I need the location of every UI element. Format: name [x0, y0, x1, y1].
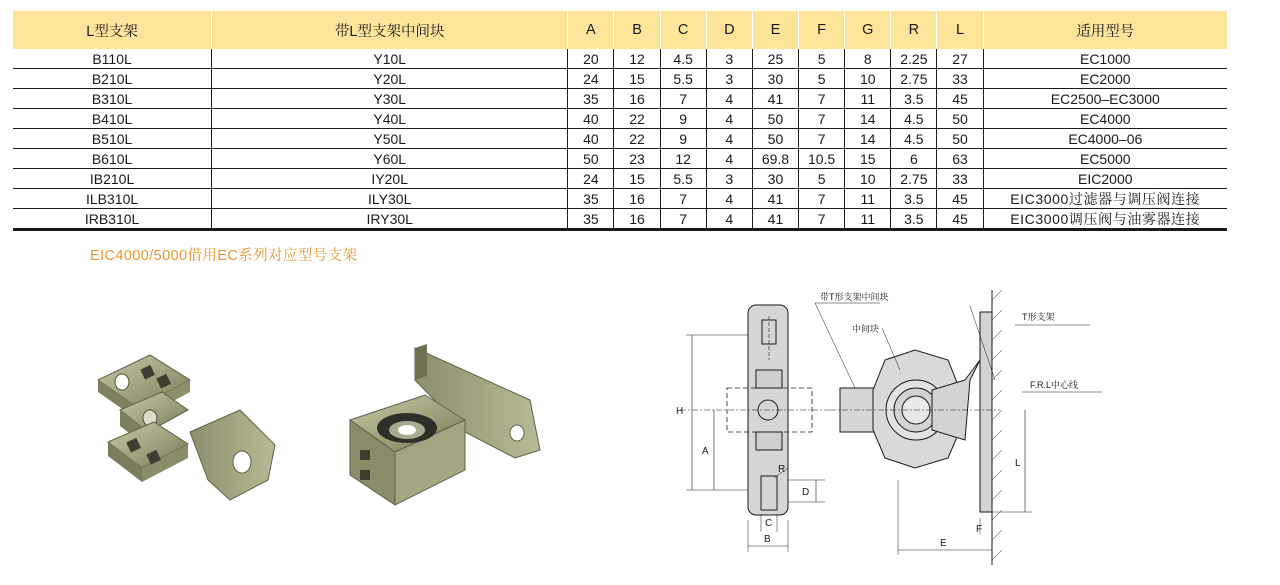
- column-header: 适用型号: [983, 11, 1227, 49]
- table-cell: 33: [937, 69, 983, 89]
- table-cell: IRB310L: [13, 209, 212, 230]
- table-cell: EIC3000调压阀与油雾器连接: [983, 209, 1227, 230]
- table-cell: 69.8: [752, 149, 798, 169]
- table-cell: 7: [660, 209, 706, 230]
- table-cell: 33: [937, 169, 983, 189]
- dim-label-c: C: [765, 518, 773, 529]
- table-cell: B610L: [13, 149, 212, 169]
- table-cell: 16: [614, 189, 660, 209]
- table-cell: EIC3000过滤器与调压阀连接: [983, 189, 1227, 209]
- table-cell: 35: [568, 189, 614, 209]
- spec-table: [13, 11, 1227, 231]
- table-cell: 6: [891, 149, 937, 169]
- label-frl-centerline: F.R.L中心线: [1030, 380, 1079, 390]
- table-cell: 50: [937, 109, 983, 129]
- table-cell: 15: [845, 149, 891, 169]
- table-cell: 16: [614, 209, 660, 230]
- dim-label-l: L: [1015, 458, 1021, 469]
- table-cell: 63: [937, 149, 983, 169]
- label-mid-block: 中间块: [852, 324, 880, 334]
- table-cell: EC1000: [983, 49, 1227, 69]
- table-cell: B310L: [13, 89, 212, 109]
- table-cell: Y10L: [212, 49, 568, 69]
- table-cell: 3.5: [891, 209, 937, 230]
- table-cell: 16: [614, 89, 660, 109]
- bracket-photo-2: [345, 340, 545, 520]
- table-cell: 5: [799, 69, 845, 89]
- table-cell: 11: [845, 209, 891, 230]
- table-cell: 23: [614, 149, 660, 169]
- table-row: [13, 109, 1227, 129]
- table-cell: 14: [845, 129, 891, 149]
- table-cell: Y30L: [212, 89, 568, 109]
- table-cell: 10: [845, 69, 891, 89]
- note-text: EIC4000/5000借用EC系列对应型号支架: [90, 248, 358, 264]
- column-header: C: [660, 11, 706, 49]
- table-cell: EC5000: [983, 149, 1227, 169]
- table-cell: 35: [568, 209, 614, 230]
- column-header: L: [937, 11, 983, 49]
- table-header-row: [13, 11, 1227, 49]
- table-cell: 9: [660, 129, 706, 149]
- table-cell: 4.5: [891, 109, 937, 129]
- column-header: B: [614, 11, 660, 49]
- table-cell: 41: [752, 209, 798, 230]
- table-cell: Y20L: [212, 69, 568, 89]
- table-cell: 4: [706, 189, 752, 209]
- column-header: 带L型支架中间块: [212, 11, 568, 49]
- table-cell: 2.25: [891, 49, 937, 69]
- table-cell: 45: [937, 89, 983, 109]
- table-cell: 4.5: [660, 49, 706, 69]
- table-cell: 27: [937, 49, 983, 69]
- dim-label-r: R: [778, 464, 786, 475]
- table-cell: 35: [568, 89, 614, 109]
- column-header: E: [752, 11, 798, 49]
- table-cell: 15: [614, 169, 660, 189]
- table-cell: 40: [568, 129, 614, 149]
- table-cell: Y50L: [212, 129, 568, 149]
- table-cell: 10.5: [799, 149, 845, 169]
- table-cell: 50: [568, 149, 614, 169]
- table-row: [13, 189, 1227, 209]
- table-cell: 7: [799, 209, 845, 230]
- column-header: F: [799, 11, 845, 49]
- table-cell: 25: [752, 49, 798, 69]
- table-cell: 7: [799, 189, 845, 209]
- table-cell: EIC2000: [983, 169, 1227, 189]
- table-cell: ILB310L: [13, 189, 212, 209]
- table-cell: IY20L: [212, 169, 568, 189]
- table-cell: EC2500–EC3000: [983, 89, 1227, 109]
- table-cell: 3: [706, 169, 752, 189]
- table-row: [13, 89, 1227, 109]
- column-header: D: [706, 11, 752, 49]
- table-cell: 30: [752, 169, 798, 189]
- table-cell: B410L: [13, 109, 212, 129]
- table-cell: 9: [660, 109, 706, 129]
- table-cell: ILY30L: [212, 189, 568, 209]
- table-cell: 4.5: [891, 129, 937, 149]
- table-cell: 7: [799, 89, 845, 109]
- table-cell: 22: [614, 109, 660, 129]
- table-cell: 11: [845, 89, 891, 109]
- table-cell: 3.5: [891, 89, 937, 109]
- table-body: [13, 49, 1227, 230]
- table-cell: 12: [660, 149, 706, 169]
- table-cell: 7: [799, 129, 845, 149]
- table-row: [13, 149, 1227, 169]
- table-cell: 41: [752, 189, 798, 209]
- table-cell: 22: [614, 129, 660, 149]
- table-cell: 50: [752, 109, 798, 129]
- table-cell: 2.75: [891, 69, 937, 89]
- table-cell: 30: [752, 69, 798, 89]
- table-cell: 5: [799, 169, 845, 189]
- dim-label-h: H: [676, 406, 684, 417]
- column-header: G: [845, 11, 891, 49]
- table-cell: B210L: [13, 69, 212, 89]
- table-cell: IRY30L: [212, 209, 568, 230]
- table-cell: 8: [845, 49, 891, 69]
- table-cell: 3: [706, 49, 752, 69]
- table-cell: 7: [660, 189, 706, 209]
- table-cell: EC4000: [983, 109, 1227, 129]
- label-mid-block-with-bracket: 带T形支架中间块: [820, 292, 889, 302]
- table-row: [13, 209, 1227, 230]
- table-cell: 3.5: [891, 189, 937, 209]
- table-cell: 2.75: [891, 169, 937, 189]
- table-cell: 5.5: [660, 69, 706, 89]
- table-cell: 24: [568, 69, 614, 89]
- dim-label-a: A: [702, 446, 709, 457]
- table-cell: 5: [799, 49, 845, 69]
- label-t-bracket: T形支架: [1022, 312, 1055, 322]
- table-row: [13, 49, 1227, 69]
- dim-label-f: F: [976, 524, 983, 535]
- table-cell: 50: [752, 129, 798, 149]
- table-cell: 45: [937, 189, 983, 209]
- table-row: [13, 69, 1227, 89]
- dim-label-b: B: [764, 534, 771, 545]
- table-cell: 4: [706, 209, 752, 230]
- column-header: L型支架: [13, 11, 212, 49]
- table-cell: 41: [752, 89, 798, 109]
- table-cell: 50: [937, 129, 983, 149]
- table-cell: 20: [568, 49, 614, 69]
- table-cell: 4: [706, 89, 752, 109]
- bracket-photo-1: [90, 340, 290, 520]
- table-cell: 11: [845, 189, 891, 209]
- table-cell: 7: [799, 109, 845, 129]
- table-row: [13, 169, 1227, 189]
- technical-drawing: [670, 280, 1110, 565]
- table-cell: 10: [845, 169, 891, 189]
- table-cell: 4: [706, 149, 752, 169]
- table-cell: 24: [568, 169, 614, 189]
- table-cell: IB210L: [13, 169, 212, 189]
- table-cell: EC2000: [983, 69, 1227, 89]
- table-cell: EC4000–06: [983, 129, 1227, 149]
- table-cell: 5.5: [660, 169, 706, 189]
- column-header: A: [568, 11, 614, 49]
- table-cell: Y60L: [212, 149, 568, 169]
- table-cell: B510L: [13, 129, 212, 149]
- table-cell: 7: [660, 89, 706, 109]
- table-cell: 15: [614, 69, 660, 89]
- table-cell: 12: [614, 49, 660, 69]
- dim-label-e: E: [940, 538, 947, 549]
- dim-label-d: D: [802, 487, 810, 498]
- table-cell: 4: [706, 109, 752, 129]
- table-cell: 45: [937, 209, 983, 230]
- table-cell: 4: [706, 129, 752, 149]
- table-cell: 40: [568, 109, 614, 129]
- table-cell: 3: [706, 69, 752, 89]
- column-header: R: [891, 11, 937, 49]
- table-row: [13, 129, 1227, 149]
- table-cell: Y40L: [212, 109, 568, 129]
- table-cell: 14: [845, 109, 891, 129]
- table-cell: B110L: [13, 49, 212, 69]
